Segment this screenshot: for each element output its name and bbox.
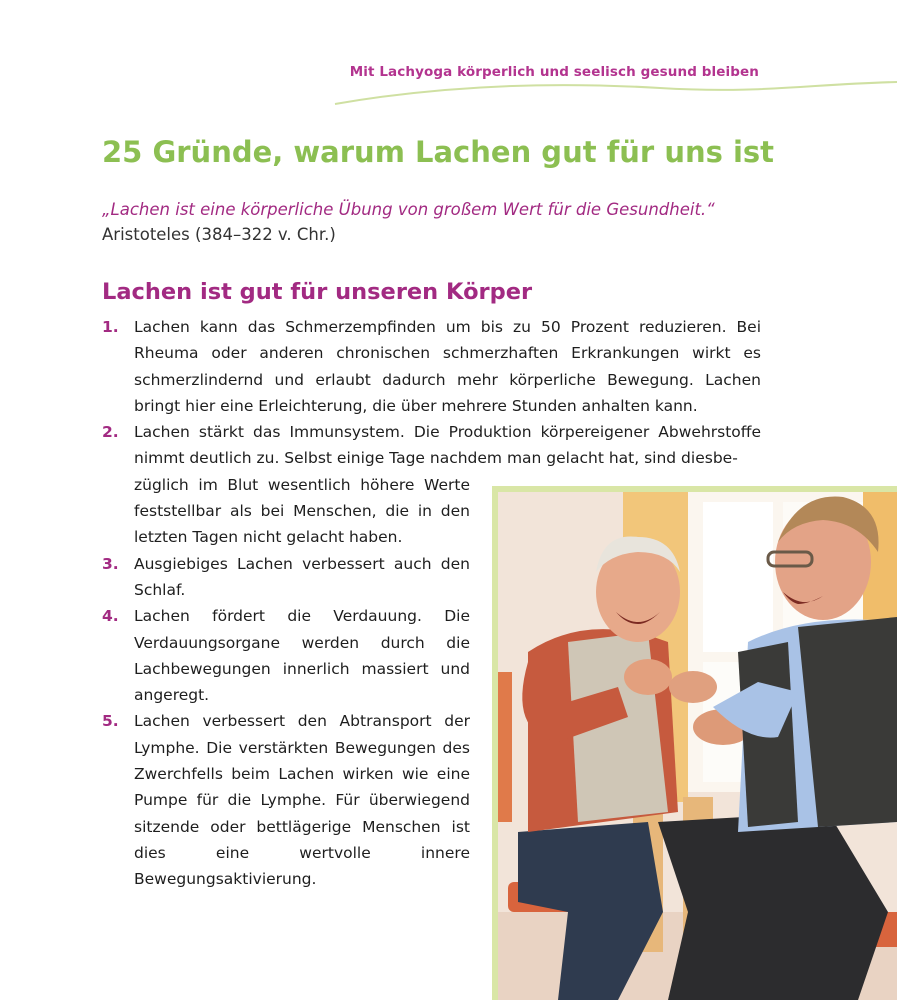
list-item-text: Lachen kann das Schmerzempfinden um bis zu 50 Prozent reduzieren. Bei Rheuma oder anderen chronischen schmerzhaften Erkrankungen wirkt es schmerzlindernd und erlaubt dadurch mehr körperliche Bewegung. Lachen bringt hier eine Erleichterung, die über mehrere Stunden anhalten kann. [134, 318, 761, 415]
list-item-number: 5. [102, 712, 119, 731]
list-item [102, 603, 470, 708]
list-item-text: Lachen verbessert den Abtransport der Lymphe. Die verstärkten Bewegungen des Zwerchfells beim Lachen wirken wie eine Pumpe für die Lymphe. Für überwiegend sitzende oder bettlägerige Menschen ist dies eine wertvolle innere Bewegungsaktivierung. [134, 712, 470, 889]
list-item-number: 4. [102, 607, 119, 626]
section-title: Lachen ist gut für unseren Körper [102, 279, 533, 305]
list-item-text: Lachen fördert die Verdauung. Die Verdauungsorgane werden durch die Lachbewegungen innerlich massiert und angeregt. [134, 607, 470, 705]
photo-illustration [498, 492, 897, 1000]
photo-two-laughing-seniors [492, 486, 897, 1000]
list-item-number: 2. [102, 423, 119, 442]
quote-block [102, 197, 782, 247]
list-item [102, 551, 470, 604]
running-head: Mit Lachyoga körperlich und seelisch gesund bleiben [349, 64, 759, 80]
list-item [102, 314, 761, 419]
list-item-number: 1. [102, 318, 119, 336]
quote-text: „Lachen ist eine körperliche Übung von großem Wert für die Gesundheit.“ [102, 200, 715, 219]
header-wave-line [330, 76, 897, 112]
list-item [102, 708, 470, 892]
list-item-text: Lachen stärkt das Immunsystem. Die Produktion körpereigener Abwehrstoffe nimmt deutlich zu. Selbst einige Tage nachdem man gelacht hat, sind diesbe- [134, 423, 761, 468]
page-title: 25 Gründe, warum Lachen gut für uns ist [102, 135, 775, 169]
quote-author: Aristoteles (384–322 v. Chr.) [102, 225, 336, 244]
list-item-text-continued: züglich im Blut wesentlich höhere Werte feststellbar als bei Menschen, die in den letzten Tagen nicht gelacht haben. [134, 475, 470, 547]
list-item-number: 3. [102, 554, 119, 573]
list-item-text: Ausgiebiges Lachen verbessert auch den Schlaf. [134, 554, 470, 599]
